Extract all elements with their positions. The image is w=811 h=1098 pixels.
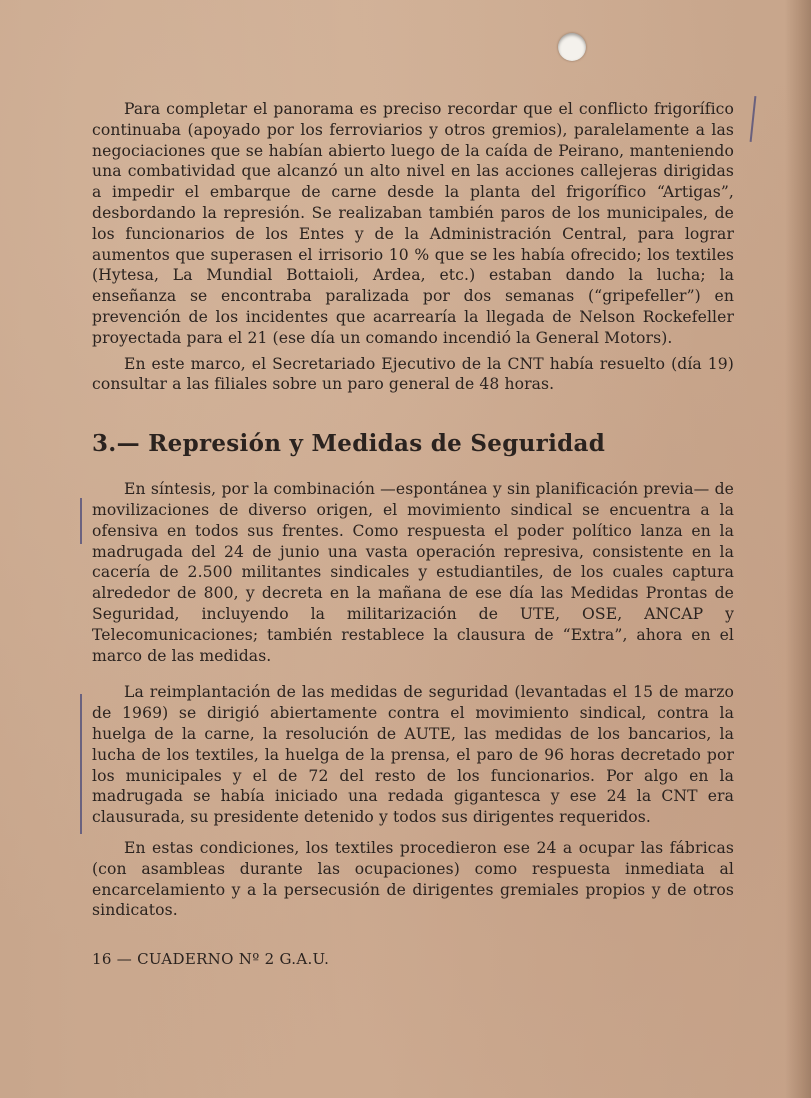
page-edge-shadow <box>785 0 811 1098</box>
punch-hole <box>558 33 586 61</box>
document-body <box>92 99 734 921</box>
paragraph-reimplantacion: La reimplantación de las medidas de seguridad (levantadas el 15 de marzo de 1969) se dirigió abiertamente contra el movimiento sindical, contra la huelga de la carne, la resolución de AUTE, las medidas de los bancarios, la lucha de los textiles, la huelga de la prensa, el paro de 96 horas decretado por los municipales y el de 72 del resto de los funcionarios. Por algo en la madrugada se había iniciado una redada gigantesca y ese 24 la CNT era clausurada, su presidente detenido y todos sus dirigentes requeridos. <box>92 683 734 827</box>
paragraph-sintesis: En síntesis, por la combinación —espontánea y sin planificación previa— de movilizaciones de diverso origen, el movimiento sindical se encuentra a la ofensiva en todos sus frentes. Como respuesta el poder político lanza en la madrugada del 24 de junio una vasta operación represiva, consistente en la cacería de 2.500 militantes sindicales y estudiantiles, de los cuales captura alrededor de 800, y decreta en la mañana de ese día las Medidas Prontas de Seguridad, incluyendo la militarización de UTE, OSE, ANCAP y Telecomunicaciones; también restablece la clausura de “Extra”, ahora en el marco de las medidas. <box>92 480 734 665</box>
paragraph-secretariado: En este marco, el Secretariado Ejecutivo de la CNT había resuelto (día 19) consultar a las filiales sobre un paro general de 48 horas. <box>92 354 734 394</box>
margin-mark-left-1 <box>80 498 82 544</box>
margin-mark-top-right <box>750 96 757 142</box>
section-title: 3.— Represión y Medidas de Seguridad <box>92 430 606 458</box>
margin-mark-left-2 <box>80 694 82 834</box>
paragraph-textiles: En estas condiciones, los textiles procedieron ese 24 a ocupar las fábricas (con asambleas durante las ocupaciones) como respuesta inmediata al encarcelamiento y a la persecusión de dirigentes gremiales propios y de otros sindicatos. <box>92 838 734 920</box>
page-footer: 16 — CUADERNO Nº 2 G.A.U. <box>92 950 330 968</box>
paragraph-conflicto-frigorifico: Para completar el panorama es preciso recordar que el conflicto frigorífico continuaba (apoyado por los ferroviarios y otros gremios), paralelamente a las negociaciones que se habían abierto luego de la caída de Peirano, manteniendo una combatividad que alcanzó un alto nivel en las acciones callejeras dirigidas a impedir el embarque de carne desde la planta del frigorífico “Artigas”, desbordando la represión. Se realizaban también paros de los municipales, de los funcionarios de los Entes y de la Administración Central, para lograr aumentos que superasen el irrisorio 10 % que se les había ofrecido; los textiles (Hytesa, La Mundial Bottaioli, Ardea, etc.) estaban dando la lucha; la enseñanza se encontraba paralizada por dos semanas (“gripefeller”) en prevención de los incidentes que acarrearía la llegada de Nelson Rockefeller proyectada para el 21 (ese día un comando incendió la General Motors). <box>92 100 734 347</box>
